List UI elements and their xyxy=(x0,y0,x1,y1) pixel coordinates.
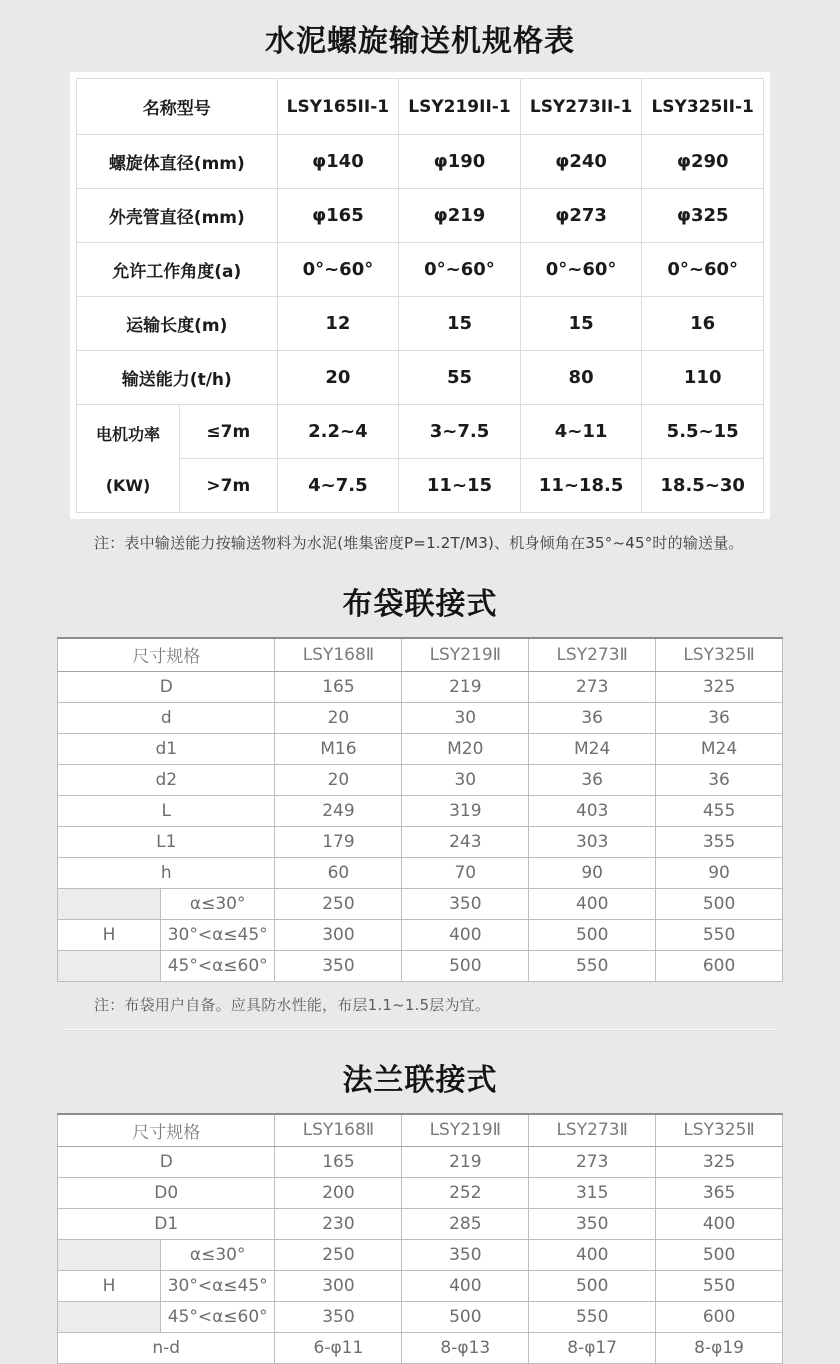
row-label: d2 xyxy=(58,764,275,795)
cell: 30 xyxy=(402,702,529,733)
table-row xyxy=(58,1147,783,1178)
cell: 36 xyxy=(529,764,656,795)
cell: 165 xyxy=(275,1147,402,1178)
row-label: 外壳管直径(mm) xyxy=(77,189,278,243)
table-row xyxy=(77,135,764,189)
row-sublabel: ≤7m xyxy=(180,405,278,459)
row-label: d1 xyxy=(58,733,275,764)
cell: 8-φ17 xyxy=(529,1333,656,1364)
table-row xyxy=(77,297,764,351)
row-sublabel: 45°<α≤60° xyxy=(160,1302,275,1333)
table-row xyxy=(58,671,783,702)
cell: 252 xyxy=(402,1178,529,1209)
cell: 243 xyxy=(402,826,529,857)
row-label: D xyxy=(58,1147,275,1178)
cell: 16 xyxy=(642,297,764,351)
cell: 20 xyxy=(275,702,402,733)
cell: 36 xyxy=(656,764,783,795)
col-header: LSY325Ⅱ xyxy=(656,1114,783,1147)
row-label: L1 xyxy=(58,826,275,857)
col-header: 尺寸规格 xyxy=(58,638,275,671)
cell: M24 xyxy=(529,733,656,764)
col-header: LSY219Ⅱ xyxy=(402,1114,529,1147)
table-row xyxy=(58,1333,783,1364)
cell: 300 xyxy=(275,1271,402,1302)
cell: 273 xyxy=(529,671,656,702)
cell: 90 xyxy=(529,857,656,888)
table-row xyxy=(58,1178,783,1209)
row-sublabel: 30°<α≤45° xyxy=(160,1271,275,1302)
cell: 12 xyxy=(277,297,399,351)
row-label: 允许工作角度(a) xyxy=(77,243,278,297)
table-row xyxy=(58,888,783,919)
table-row xyxy=(58,733,783,764)
cell: 500 xyxy=(402,1302,529,1333)
cell: 0°~60° xyxy=(520,243,642,297)
cell: 30 xyxy=(402,764,529,795)
spec-table-note: 注：表中输送能力按输送物料为水泥(堆集密度P=1.2T/M3)、机身倾角在35°~45°时的输送量。 xyxy=(70,532,770,553)
cell: 18.5~30 xyxy=(642,459,764,513)
cell: φ240 xyxy=(520,135,642,189)
section3-title: 法兰联接式 xyxy=(0,1055,840,1099)
cell: 500 xyxy=(402,950,529,981)
table-row xyxy=(58,1240,783,1271)
section1-title: 水泥螺旋输送机规格表 xyxy=(0,0,840,60)
col-header: LSY168Ⅱ xyxy=(275,1114,402,1147)
cell: 350 xyxy=(402,1240,529,1271)
cell: 403 xyxy=(529,795,656,826)
cell: 36 xyxy=(529,702,656,733)
cell: 400 xyxy=(529,888,656,919)
col-header: LSY273Ⅱ xyxy=(529,638,656,671)
section2-title: 布袋联接式 xyxy=(0,579,840,623)
cell: 303 xyxy=(529,826,656,857)
row-label: D xyxy=(58,671,275,702)
cell: φ190 xyxy=(399,135,521,189)
cell: φ325 xyxy=(642,189,764,243)
col-header: LSY165II-1 xyxy=(277,79,399,135)
cell: 70 xyxy=(402,857,529,888)
section-divider xyxy=(64,1029,776,1031)
cell: 350 xyxy=(275,950,402,981)
table-row xyxy=(58,764,783,795)
cell: 600 xyxy=(656,950,783,981)
table-row xyxy=(58,826,783,857)
row-label: d xyxy=(58,702,275,733)
row-label: D0 xyxy=(58,1178,275,1209)
cell: 500 xyxy=(529,1271,656,1302)
cell: 5.5~15 xyxy=(642,405,764,459)
table-row xyxy=(58,857,783,888)
empty-cell xyxy=(58,1240,161,1271)
table-row xyxy=(58,1114,783,1147)
cell: 15 xyxy=(399,297,521,351)
col-header: 尺寸规格 xyxy=(58,1114,275,1147)
row-label: n-d xyxy=(58,1333,275,1364)
col-header: LSY273Ⅱ xyxy=(529,1114,656,1147)
cell: 90 xyxy=(656,857,783,888)
cell: 400 xyxy=(529,1240,656,1271)
table-row xyxy=(77,79,764,135)
table-row xyxy=(77,405,764,459)
cell: 315 xyxy=(529,1178,656,1209)
cell: φ273 xyxy=(520,189,642,243)
cell: 0°~60° xyxy=(399,243,521,297)
cell: 3~7.5 xyxy=(399,405,521,459)
cell: φ290 xyxy=(642,135,764,189)
cell: 500 xyxy=(656,888,783,919)
cell: 400 xyxy=(402,1271,529,1302)
cell: 219 xyxy=(402,1147,529,1178)
empty-cell xyxy=(58,888,161,919)
cell: 325 xyxy=(656,671,783,702)
cell: 350 xyxy=(529,1209,656,1240)
row-label: h xyxy=(58,857,275,888)
table-row xyxy=(58,919,783,950)
cell: 80 xyxy=(520,351,642,405)
cell: 4~11 xyxy=(520,405,642,459)
row-label: L xyxy=(58,795,275,826)
cell: 0°~60° xyxy=(642,243,764,297)
col-header: LSY325Ⅱ xyxy=(656,638,783,671)
cell: 15 xyxy=(520,297,642,351)
cell: 8-φ19 xyxy=(656,1333,783,1364)
cell: 355 xyxy=(656,826,783,857)
table-row xyxy=(58,638,783,671)
bag-connection-table xyxy=(57,637,783,982)
cell: φ140 xyxy=(277,135,399,189)
col-header: LSY219Ⅱ xyxy=(402,638,529,671)
col-header: 名称型号 xyxy=(77,79,278,135)
cell: 600 xyxy=(656,1302,783,1333)
motor-power-label xyxy=(77,405,180,513)
cell: 350 xyxy=(275,1302,402,1333)
cell: 250 xyxy=(275,1240,402,1271)
cell: φ219 xyxy=(399,189,521,243)
row-sublabel: α≤30° xyxy=(160,888,275,919)
cell: 219 xyxy=(402,671,529,702)
cell: 400 xyxy=(656,1209,783,1240)
col-header: LSY273II-1 xyxy=(520,79,642,135)
motor-power-line2: (KW) xyxy=(77,476,179,495)
flange-connection-table xyxy=(57,1113,783,1364)
spec-table-panel xyxy=(70,72,770,519)
table-row xyxy=(77,351,764,405)
cell: 249 xyxy=(275,795,402,826)
cell: 36 xyxy=(656,702,783,733)
cell: 300 xyxy=(275,919,402,950)
cell: M24 xyxy=(656,733,783,764)
cell: 11~15 xyxy=(399,459,521,513)
col-header: LSY325II-1 xyxy=(642,79,764,135)
cell: 8-φ13 xyxy=(402,1333,529,1364)
cell: 250 xyxy=(275,888,402,919)
table-row xyxy=(58,702,783,733)
row-sublabel: 45°<α≤60° xyxy=(160,950,275,981)
table-row xyxy=(58,795,783,826)
bag-table-note: 注：布袋用户自备。应具防水性能，布层1.1~1.5层为宜。 xyxy=(70,994,770,1015)
cell: 550 xyxy=(656,919,783,950)
table-row xyxy=(58,1271,783,1302)
cell: 285 xyxy=(402,1209,529,1240)
cell: φ165 xyxy=(277,189,399,243)
cell: 110 xyxy=(642,351,764,405)
cell: 350 xyxy=(402,888,529,919)
cell: 550 xyxy=(529,950,656,981)
cell: M20 xyxy=(402,733,529,764)
cell: 55 xyxy=(399,351,521,405)
cell: 500 xyxy=(656,1240,783,1271)
table-row xyxy=(58,950,783,981)
cell: 550 xyxy=(656,1271,783,1302)
cell: 400 xyxy=(402,919,529,950)
cell: 230 xyxy=(275,1209,402,1240)
col-header: LSY168Ⅱ xyxy=(275,638,402,671)
motor-power-line1: 电机功率 xyxy=(77,422,179,445)
col-header: LSY219II-1 xyxy=(399,79,521,135)
row-sublabel: α≤30° xyxy=(160,1240,275,1271)
cell: 273 xyxy=(529,1147,656,1178)
cell: 20 xyxy=(275,764,402,795)
cell: 500 xyxy=(529,919,656,950)
cell: 6-φ11 xyxy=(275,1333,402,1364)
cell: M16 xyxy=(275,733,402,764)
spec-table xyxy=(76,78,764,513)
table-row xyxy=(77,189,764,243)
cell: 550 xyxy=(529,1302,656,1333)
cell: 4~7.5 xyxy=(277,459,399,513)
cell: 200 xyxy=(275,1178,402,1209)
h-group-label: H xyxy=(58,919,161,950)
row-label: 运输长度(m) xyxy=(77,297,278,351)
cell: 455 xyxy=(656,795,783,826)
cell: 325 xyxy=(656,1147,783,1178)
cell: 11~18.5 xyxy=(520,459,642,513)
table-row xyxy=(58,1209,783,1240)
empty-cell xyxy=(58,950,161,981)
cell: 20 xyxy=(277,351,399,405)
row-label: 输送能力(t/h) xyxy=(77,351,278,405)
cell: 179 xyxy=(275,826,402,857)
row-sublabel: 30°<α≤45° xyxy=(160,919,275,950)
table-row xyxy=(77,243,764,297)
h-group-label: H xyxy=(58,1271,161,1302)
cell: 0°~60° xyxy=(277,243,399,297)
row-label: D1 xyxy=(58,1209,275,1240)
cell: 365 xyxy=(656,1178,783,1209)
table-row xyxy=(77,459,764,513)
row-label: 螺旋体直径(mm) xyxy=(77,135,278,189)
cell: 319 xyxy=(402,795,529,826)
row-sublabel: >7m xyxy=(180,459,278,513)
cell: 60 xyxy=(275,857,402,888)
cell: 2.2~4 xyxy=(277,405,399,459)
cell: 165 xyxy=(275,671,402,702)
